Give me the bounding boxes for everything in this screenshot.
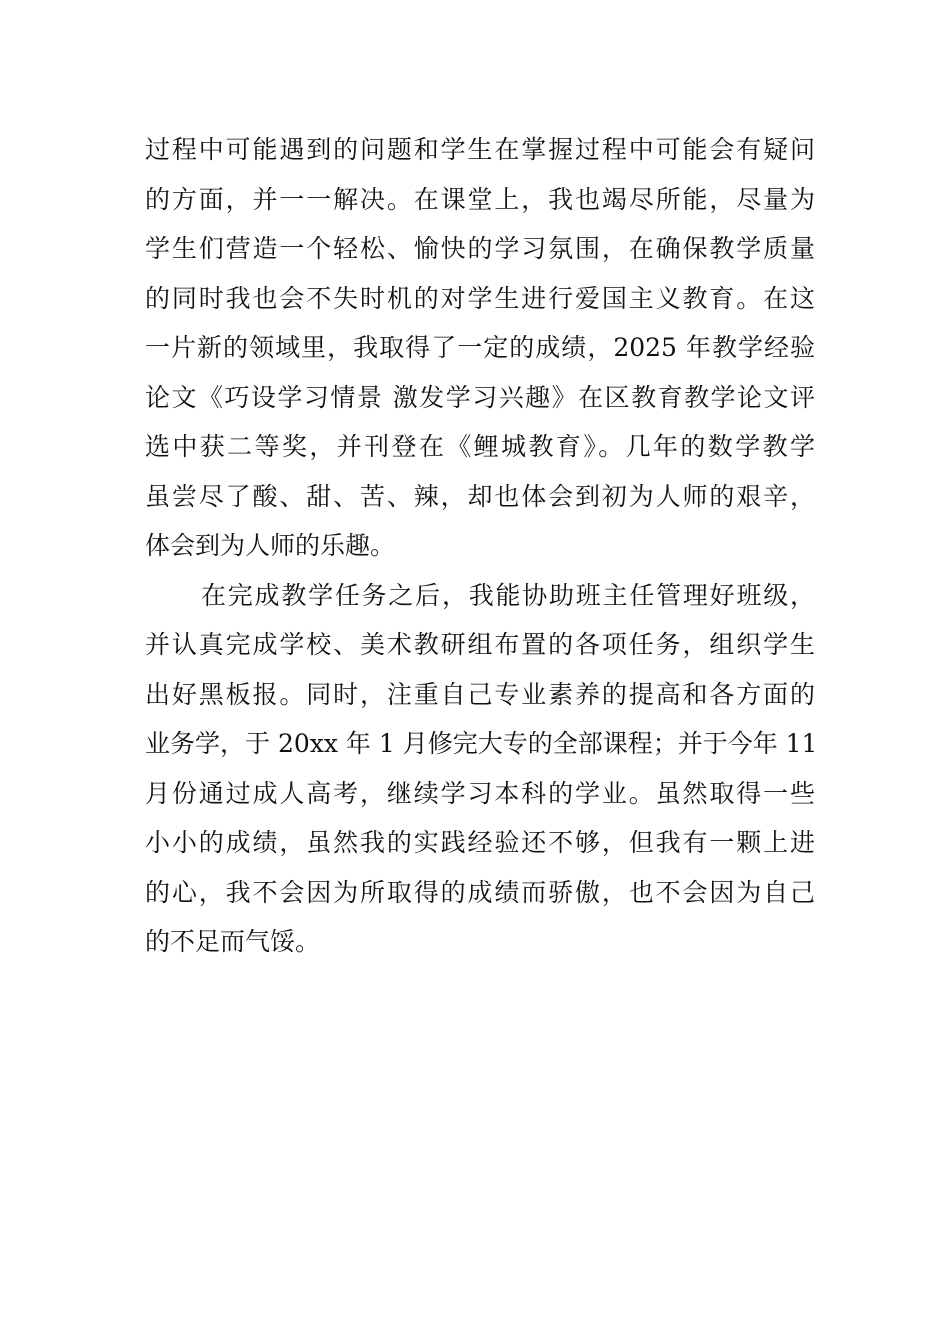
text-line: 过程中可能遇到的问题和学生在掌握过程中可能会有疑问 <box>145 135 815 164</box>
body-text <box>145 125 818 967</box>
text-line: 在完成教学任务之后，我能协助班主任管理好班级， <box>201 580 815 610</box>
text-line: 的方面，并一一解决。在课堂上，我也竭尽所能，尽量为 <box>145 184 815 214</box>
text-line: 一片新的领域里，我取得了一定的成绩，2025 年教学经验 <box>145 333 815 362</box>
paragraph-2 <box>145 571 818 967</box>
text-line: 出好黑板报。同时，注重自己专业素养的提高和各方面的 <box>145 679 815 709</box>
text-line: 的同时我也会不失时机的对学生进行爱国主义教育。在这 <box>145 283 815 313</box>
text-line: 的心，我不会因为所取得的成绩而骄傲，也不会因为自己 <box>145 877 815 907</box>
text-line: 业务学，于 20xx 年 1 月修完大专的全部课程；并于今年 11 <box>145 729 818 758</box>
text-line: 学生们营造一个轻松、愉快的学习氛围，在确保教学质量 <box>145 234 815 263</box>
text-line: 体会到为人师的乐趣。 <box>145 531 396 560</box>
paragraph-1 <box>145 125 815 571</box>
text-line: 并认真完成学校、美术教研组布置的各项任务，组织学生 <box>145 630 815 659</box>
text-line: 选中获二等奖，并刊登在《鲤城教育》。几年的数学教学 <box>145 432 815 461</box>
text-line: 论文《巧设学习情景 激发学习兴趣》在区教育教学论文评 <box>145 382 815 412</box>
text-line: 的不足而气馁。 <box>145 927 321 956</box>
text-line: 小小的成绩，虽然我的实践经验还不够，但我有一颗上进 <box>145 828 815 857</box>
text-line: 虽尝尽了酸、甜、苦、辣，却也体会到初为人师的艰辛， <box>145 481 815 511</box>
text-line: 月份通过成人高考，继续学习本科的学业。虽然取得一些 <box>145 778 815 808</box>
